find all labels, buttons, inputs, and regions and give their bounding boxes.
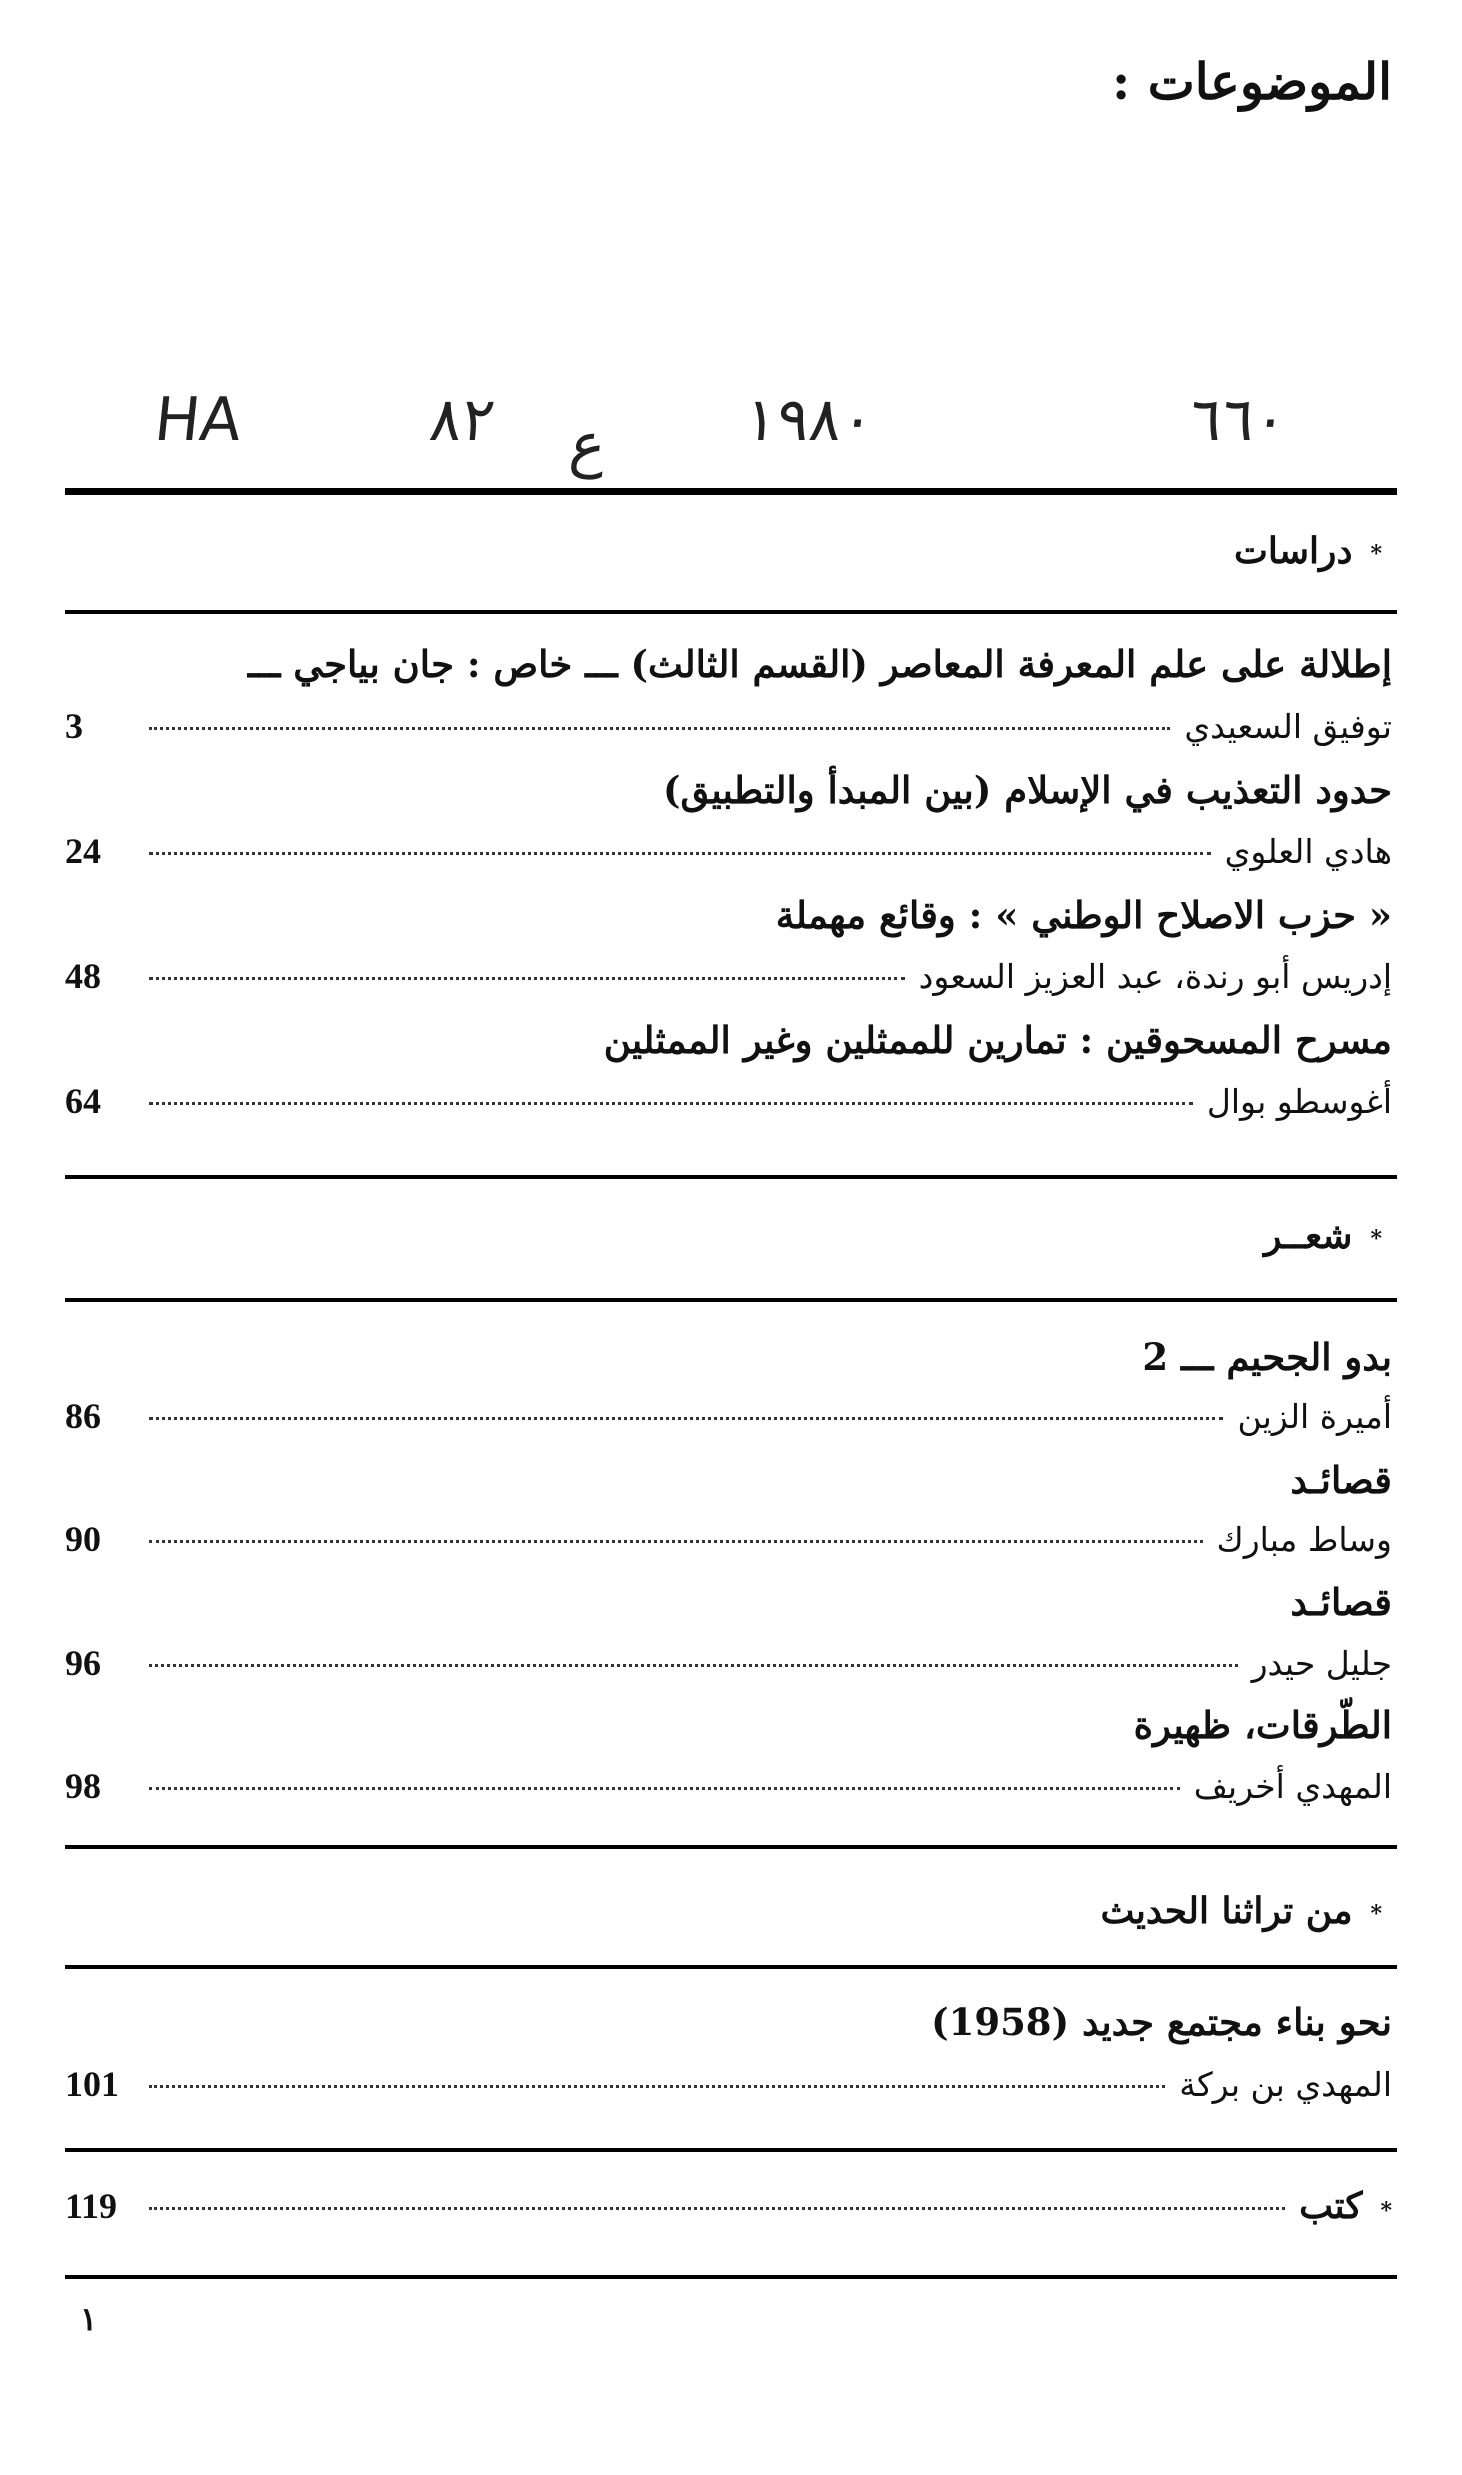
article-title: حدود التعذيب في الإسلام (بين المبدأ والتطبيق) bbox=[662, 768, 1392, 812]
toc-entry[interactable] bbox=[65, 955, 1392, 997]
article-author: المهدي أخريف bbox=[1193, 1767, 1392, 1806]
section-heading-studies: *دراسات bbox=[1234, 530, 1382, 572]
bullet-star-icon: * bbox=[1380, 2198, 1392, 2224]
article-title: قصائـد bbox=[1290, 1458, 1392, 1502]
toc-entry[interactable] bbox=[65, 1080, 1392, 1122]
handwritten-note-3: ع bbox=[566, 410, 610, 480]
footer-page-number: ١ bbox=[80, 2300, 98, 2338]
divider bbox=[65, 610, 1397, 614]
article-author: المهدي بن بركة bbox=[1179, 2065, 1392, 2104]
section-heading-heritage: *من تراثنا الحديث bbox=[1100, 1890, 1382, 1932]
article-author: أغوسطو بوال bbox=[1206, 1082, 1392, 1121]
handwritten-note-4: ١٩٨٠ bbox=[741, 385, 878, 455]
page-number: 3 bbox=[65, 706, 83, 746]
handwritten-note-2: ٨٢ bbox=[426, 385, 499, 455]
dot-leader bbox=[149, 727, 1170, 730]
page-number: 96 bbox=[65, 1643, 101, 1683]
article-title: إطلالة على علم المعرفة المعاصر (القسم الثالث) ـــ خاص : جان بياجي ـــ bbox=[247, 642, 1392, 686]
article-title: « حزب الاصلاح الوطني » : وقائع مهملة bbox=[775, 893, 1392, 937]
toc-entry[interactable] bbox=[65, 705, 1392, 747]
dot-leader bbox=[149, 1102, 1193, 1105]
article-author: وساط مبارك bbox=[1216, 1520, 1392, 1559]
divider bbox=[65, 1298, 1397, 1302]
bullet-star-icon: * bbox=[1370, 541, 1382, 567]
section-heading-poetry: *شعــر bbox=[1263, 1215, 1382, 1257]
page-number: 86 bbox=[65, 1396, 101, 1436]
dot-leader bbox=[149, 852, 1211, 855]
article-title: الطّرقات، ظهيرة bbox=[1133, 1703, 1392, 1747]
divider bbox=[65, 1845, 1397, 1849]
handwritten-note-5: ٦٦٠ bbox=[1186, 385, 1291, 455]
toc-entry[interactable] bbox=[65, 1765, 1392, 1807]
page-number: 98 bbox=[65, 1766, 101, 1806]
page-number: 24 bbox=[65, 831, 101, 871]
article-author: أميرة الزين bbox=[1237, 1397, 1392, 1436]
toc-entry[interactable] bbox=[65, 1518, 1392, 1560]
page-number: 101 bbox=[65, 2064, 119, 2104]
article-author: هادي العلوي bbox=[1224, 832, 1392, 871]
page-number: 119 bbox=[65, 2186, 118, 2226]
toc-entry[interactable] bbox=[65, 830, 1392, 872]
toc-entry[interactable] bbox=[65, 1395, 1392, 1437]
dot-leader bbox=[149, 1664, 1238, 1667]
article-title: بدو الجحيم ـــ 2 bbox=[1142, 1335, 1392, 1379]
article-author: إدريس أبو رندة، عبد العزيز السعود bbox=[918, 957, 1392, 996]
article-author: توفيق السعيدي bbox=[1184, 707, 1392, 746]
dot-leader bbox=[149, 1417, 1223, 1420]
divider bbox=[65, 2148, 1397, 2152]
divider bbox=[65, 2275, 1397, 2279]
page-number: 90 bbox=[65, 1519, 101, 1559]
dot-leader bbox=[149, 2085, 1165, 2088]
dot-leader bbox=[149, 2207, 1285, 2210]
article-author: جليل حيدر bbox=[1251, 1644, 1392, 1683]
page-number: 48 bbox=[65, 956, 101, 996]
page-number: 64 bbox=[65, 1081, 101, 1121]
divider bbox=[65, 488, 1397, 495]
bullet-star-icon: * bbox=[1370, 1901, 1382, 1927]
dot-leader bbox=[149, 977, 905, 980]
toc-entry-books[interactable] bbox=[65, 2185, 1392, 2227]
divider bbox=[65, 1965, 1397, 1969]
article-title: قصائـد bbox=[1290, 1580, 1392, 1624]
divider bbox=[65, 1175, 1397, 1179]
toc-entry[interactable] bbox=[65, 2063, 1392, 2105]
handwritten-note-1: HA bbox=[151, 385, 245, 455]
dot-leader bbox=[149, 1540, 1203, 1543]
article-title: نحو بناء مجتمع جديد (1958) bbox=[931, 2000, 1392, 2044]
bullet-star-icon: * bbox=[1370, 1226, 1382, 1252]
page-title: الموضوعات : bbox=[1111, 52, 1392, 111]
toc-entry[interactable] bbox=[65, 1642, 1392, 1684]
article-title: مسرح المسحوقين : تمارين للممثلين وغير الممثلين bbox=[603, 1018, 1392, 1062]
dot-leader bbox=[149, 1787, 1180, 1790]
section-heading-books: *كتب bbox=[1299, 2185, 1392, 2227]
